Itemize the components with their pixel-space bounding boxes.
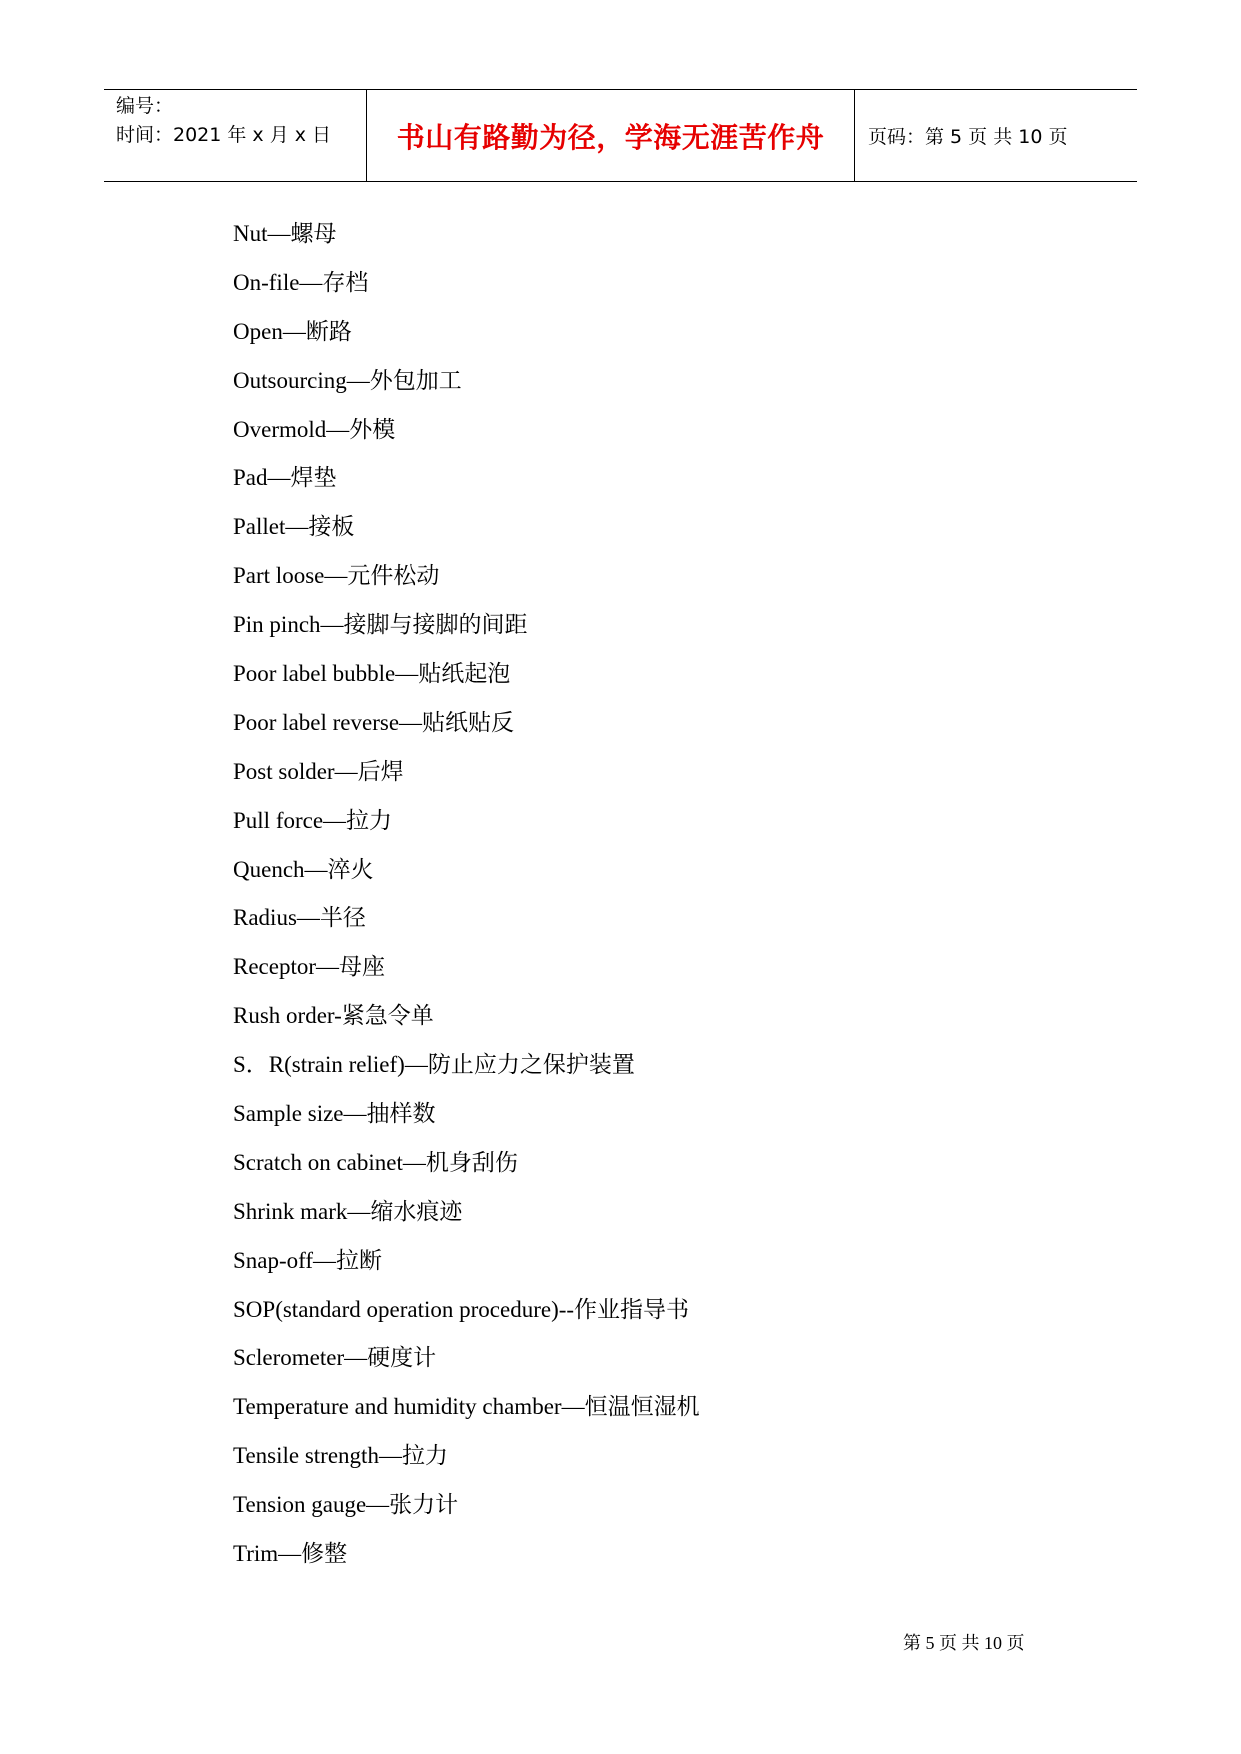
- serial-number-label: 编号：: [116, 95, 174, 117]
- motto-text: 书山有路勤为径，学海无涯苦作舟: [396, 120, 825, 154]
- header-page-number: 页码：第 5 页 共 10 页: [868, 126, 1068, 148]
- glossary-entry: Snap-off—拉断: [233, 1247, 383, 1273]
- glossary-entry: Shrink mark—缩水痕迹: [233, 1198, 463, 1224]
- glossary-entry: Tension gauge—张力计: [233, 1492, 459, 1518]
- header-info-cell: [104, 90, 367, 181]
- glossary-entry: Rush order-紧急令单: [233, 1003, 434, 1029]
- footer-page-number: 第 5 页 共 10 页: [903, 1633, 1025, 1653]
- page-header: [104, 89, 1137, 182]
- glossary-list: [233, 210, 1133, 1579]
- glossary-entry: Radius—半径: [233, 905, 366, 931]
- glossary-entry: SOP(standard operation procedure)--作业指导书: [233, 1296, 690, 1322]
- header-motto-cell: [367, 90, 855, 181]
- glossary-entry: Poor label reverse—贴纸贴反: [233, 709, 515, 735]
- page-footer: [903, 1631, 1025, 1655]
- glossary-entry: Temperature and humidity chamber—恒温恒湿机: [233, 1394, 700, 1420]
- glossary-entry: Pin pinch—接脚与接脚的间距: [233, 612, 528, 638]
- glossary-entry: Poor label bubble—贴纸起泡: [233, 661, 511, 687]
- glossary-entry: S．R(strain relief)—防止应力之保护装置: [233, 1052, 635, 1078]
- glossary-entry: Scratch on cabinet—机身刮伤: [233, 1149, 518, 1175]
- glossary-entry: Trim—修整: [233, 1541, 348, 1567]
- glossary-entry: Sample size—抽样数: [233, 1101, 436, 1127]
- glossary-entry: Sclerometer—硬度计: [233, 1345, 437, 1371]
- header-page-cell: [855, 90, 1137, 181]
- glossary-entry: Quench—淬火: [233, 856, 374, 882]
- glossary-entry: Pad—焊垫: [233, 465, 337, 491]
- glossary-entry: Receptor—母座: [233, 954, 386, 980]
- glossary-entry: On-file—存档: [233, 269, 369, 295]
- glossary-entry: Post solder—后焊: [233, 758, 404, 784]
- glossary-entry: Pull force—拉力: [233, 807, 393, 833]
- glossary-entry: Outsourcing—外包加工: [233, 367, 462, 393]
- glossary-entry: Pallet—接板: [233, 514, 355, 540]
- glossary-entry: Part loose—元件松动: [233, 563, 440, 589]
- glossary-entry: Tensile strength—拉力: [233, 1443, 448, 1469]
- date-label: 时间：2021 年 x 月 x 日: [116, 124, 332, 146]
- glossary-entry: Open—断路: [233, 318, 352, 344]
- glossary-entry: Nut—螺母: [233, 221, 337, 246]
- glossary-entry: Overmold—外模: [233, 416, 396, 442]
